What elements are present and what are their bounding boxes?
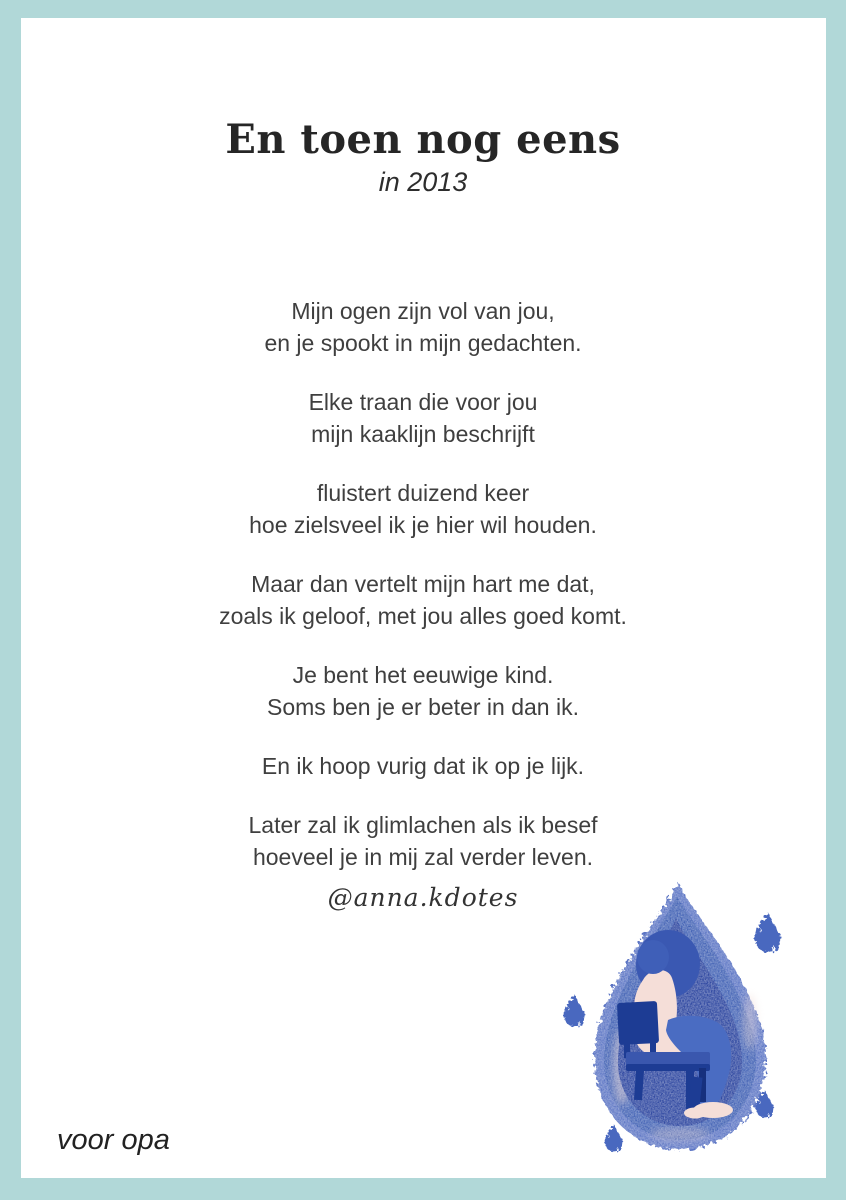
dedication-text: voor opa <box>57 1124 170 1156</box>
mini-teardrop-icon <box>755 912 780 952</box>
poem-line: Maar dan vertelt mijn hart me dat, <box>251 571 595 597</box>
mini-teardrop-icon <box>605 1124 622 1151</box>
poem-line: zoals ik geloof, met jou alles goed komt. <box>219 603 627 629</box>
poem-line: hoe zielsveel ik je hier wil houden. <box>249 512 597 538</box>
poem-stanza <box>0 659 846 723</box>
poem-line: en je spookt in mijn gedachten. <box>264 330 582 356</box>
poem-line: Elke traan die voor jou <box>308 389 538 415</box>
poem-subtitle: in 2013 <box>378 167 468 197</box>
poem-line: Je bent het eeuwige kind. <box>292 662 554 688</box>
poem-title: En toen nog eens <box>225 116 621 163</box>
poem-stanza <box>0 750 846 782</box>
author-handle: @anna.kdotes <box>327 883 519 912</box>
poem-line: mijn kaaklijn beschrijft <box>311 421 535 447</box>
poem-stanza <box>0 477 846 541</box>
poem-line: Mijn ogen zijn vol van jou, <box>291 298 555 324</box>
poem-line: Later zal ik glimlachen als ik besef <box>248 812 598 838</box>
teardrop-illustration <box>550 872 810 1167</box>
poem-line: En ik hoop vurig dat ik op je lijk. <box>261 753 585 779</box>
person-head <box>637 940 669 974</box>
poem-stanza <box>0 809 846 873</box>
poem-stanza <box>0 295 846 359</box>
mini-teardrop-icon <box>564 994 584 1026</box>
poem-line: Soms ben je er beter in dan ik. <box>267 694 579 720</box>
person-shoe <box>684 1108 706 1119</box>
chair-backrest <box>617 1001 659 1045</box>
poem-line: fluistert duizend keer <box>316 480 530 506</box>
poem-stanza <box>0 568 846 632</box>
poem-body <box>0 295 846 900</box>
poem-line: hoeveel je in mij zal verder leven. <box>252 844 594 870</box>
poem-stanza <box>0 386 846 450</box>
